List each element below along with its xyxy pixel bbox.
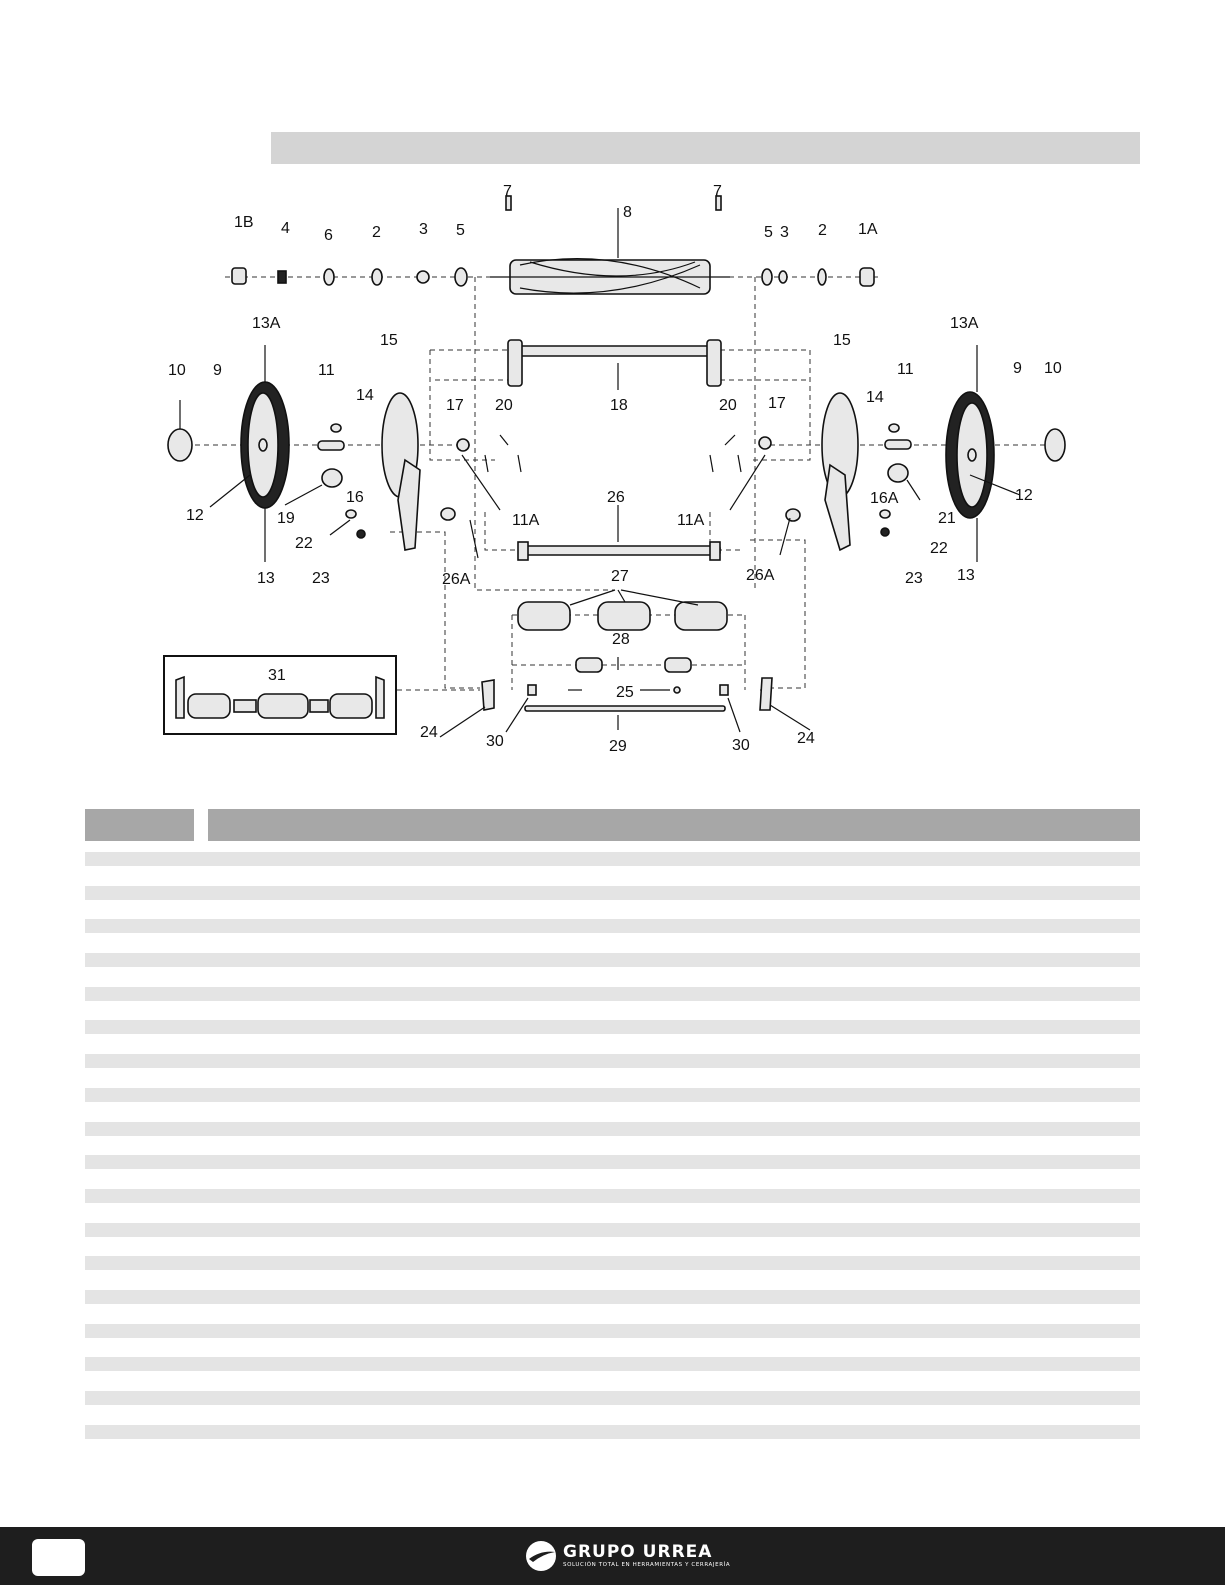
table-row xyxy=(85,1122,1140,1136)
table-row xyxy=(85,1054,1140,1068)
callout-9-right: 9 xyxy=(1013,360,1022,377)
callout-22-right: 22 xyxy=(930,540,948,557)
callout-3-right: 3 xyxy=(780,224,789,241)
page-number-box xyxy=(32,1539,85,1576)
callout-27: 27 xyxy=(611,568,629,585)
callout-30-right: 30 xyxy=(732,737,750,754)
callout-10-left: 10 xyxy=(168,362,186,379)
callout-12-left: 12 xyxy=(186,507,204,524)
callout-21: 21 xyxy=(938,510,956,527)
callout-9-left: 9 xyxy=(213,362,222,379)
callout-11a-right: 11A xyxy=(677,512,705,529)
cross-bar xyxy=(508,340,721,386)
brand-name: GRUPO URREA xyxy=(563,1542,713,1562)
callout-20-right: 20 xyxy=(719,397,737,414)
right-wheel xyxy=(885,392,1065,518)
callout-14-right: 14 xyxy=(866,389,884,406)
callout-15-right: 15 xyxy=(833,332,851,349)
callout-12-right: 12 xyxy=(1015,487,1033,504)
callout-1a: 1A xyxy=(858,221,878,238)
table-row xyxy=(85,1189,1140,1203)
callout-2-right: 2 xyxy=(818,222,827,239)
callout-30-left: 30 xyxy=(486,733,504,750)
callout-22-left: 22 xyxy=(295,535,313,552)
brand-swoosh-icon xyxy=(525,1540,557,1572)
parts-table-body xyxy=(85,852,1140,1458)
callout-23-left: 23 xyxy=(312,570,330,587)
left-wheel xyxy=(168,382,344,508)
callout-14-left: 14 xyxy=(356,387,374,404)
callout-26a-right: 26A xyxy=(746,567,775,584)
table-row xyxy=(85,1223,1140,1237)
section-title-bar xyxy=(271,132,1140,164)
table-row xyxy=(85,1357,1140,1371)
callout-3-left: 3 xyxy=(419,221,428,238)
callout-24-right: 24 xyxy=(797,730,815,747)
table-row xyxy=(85,1290,1140,1304)
callout-29: 29 xyxy=(609,738,627,755)
side-frames xyxy=(382,393,858,550)
parts-table-header-description xyxy=(208,809,1140,841)
callout-13-left: 13 xyxy=(257,570,275,587)
callout-8: 8 xyxy=(623,204,632,221)
table-row xyxy=(85,886,1140,900)
table-row xyxy=(85,1088,1140,1102)
table-row xyxy=(85,987,1140,1001)
table-row xyxy=(85,1155,1140,1169)
brand-logo xyxy=(525,1533,730,1579)
table-row xyxy=(85,919,1140,933)
callout-13a-left: 13A xyxy=(252,315,281,332)
callout-6: 6 xyxy=(324,227,333,244)
callout-24-left: 24 xyxy=(420,724,438,741)
callout-4: 4 xyxy=(281,220,290,237)
callout-10-right: 10 xyxy=(1044,360,1062,377)
reel-assembly xyxy=(490,259,730,294)
exploded-parts-diagram xyxy=(150,170,1100,780)
table-row xyxy=(85,1324,1140,1338)
callout-2-left: 2 xyxy=(372,224,381,241)
callout-16: 16 xyxy=(346,489,364,506)
table-row xyxy=(85,852,1140,866)
callout-5-right: 5 xyxy=(764,224,773,241)
callout-31: 31 xyxy=(268,667,286,684)
callout-26a-left: 26A xyxy=(442,571,471,588)
callout-28: 28 xyxy=(612,631,630,648)
table-row xyxy=(85,1391,1140,1405)
callout-7-right: 7 xyxy=(713,183,722,200)
bed-knife xyxy=(518,542,720,560)
callout-13-right: 13 xyxy=(957,567,975,584)
callout-18: 18 xyxy=(610,397,628,414)
page-footer xyxy=(0,1527,1225,1585)
brand-tagline: SOLUCIÓN TOTAL EN HERRAMIENTAS Y CERRAJERÍA xyxy=(563,1562,731,1568)
callout-26: 26 xyxy=(607,489,625,506)
callout-19: 19 xyxy=(277,510,295,527)
callout-15-left: 15 xyxy=(380,332,398,349)
callout-25: 25 xyxy=(616,684,634,701)
table-row xyxy=(85,1020,1140,1034)
table-row xyxy=(85,1256,1140,1270)
callout-20-left: 20 xyxy=(495,397,513,414)
callout-1b: 1B xyxy=(234,214,254,231)
callout-11-right: 11 xyxy=(897,361,914,378)
table-row xyxy=(85,953,1140,967)
parts-table-header-number xyxy=(85,809,194,841)
callout-11-left: 11 xyxy=(318,362,335,379)
callout-23-right: 23 xyxy=(905,570,923,587)
callout-17-left: 17 xyxy=(446,397,464,414)
table-row xyxy=(85,1425,1140,1439)
callout-5-left: 5 xyxy=(456,222,465,239)
callout-7-left: 7 xyxy=(503,183,512,200)
callout-13a-right: 13A xyxy=(950,315,979,332)
callout-17-right: 17 xyxy=(768,395,786,412)
callout-16a: 16A xyxy=(870,490,899,507)
callout-11a-left: 11A xyxy=(512,512,540,529)
